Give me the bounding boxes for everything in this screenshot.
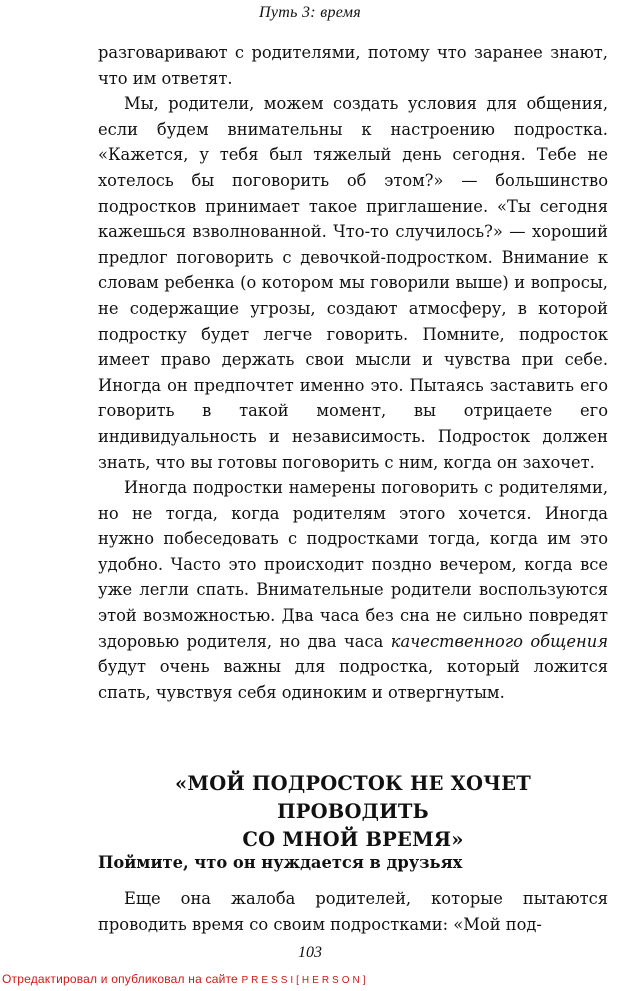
subheading: Поймите, что он нуждается в друзьях xyxy=(98,853,463,872)
main-text xyxy=(98,40,608,705)
paragraph xyxy=(98,475,608,705)
paragraph-text: Иногда подростки намерены поговорить с родителями, но не тогда, когда родителям этого хочется. Иногда нужно побеседовать с подростками тогда, когда им это удобно. Часто это происходит поздно вечером, когда все уже легли спать. Внимательные родители воспользуются этой возможностью. Два часа без сна не сильно повредят здоровью родителя, но два часа xyxy=(98,478,608,651)
credit-brand-link[interactable]: PRESSI[HERSON] xyxy=(241,975,369,986)
credit-line[interactable] xyxy=(2,972,369,986)
paragraph: Мы, родители, можем создать условия для общения, если будем внимательны к настроению подростка. «Кажется, у тебя был тяжелый день сегодня. Тебе не хотелось бы поговорить об этом?» — большинство подростков принимает такое приглашение. «Ты сегодня кажешься взволнованной. Что-то случилось?» — хороший предлог поговорить с девочкой-подростком. Внимание к словам ребенка (о котором мы говорили выше) и вопросы, не содержащие угрозы, создают атмосферу, в которой подростку будет легче говорить. Помните, подросток имеет право держать свои мысли и чувства при себе. Иногда он предпочтет именно это. Пытаясь заставить его говорить в такой момент, вы отрицаете его индивидуальность и независимость. Подросток должен знать, что вы готовы поговорить с ним, когда он захочет. xyxy=(98,94,608,472)
credit-text: Отредактировал и опубликовал на сайте xyxy=(2,972,238,986)
section-heading-line: «МОЙ ПОДРОСТОК НЕ ХОЧЕТ ПРОВОДИТЬ xyxy=(175,772,531,823)
running-head: Путь 3: время xyxy=(258,4,362,21)
section-heading-line: СО МНОЙ ВРЕМЯ» xyxy=(242,828,464,851)
tail-text xyxy=(98,886,608,937)
page-number: 103 xyxy=(298,944,322,961)
paragraph-continued: разговаривают с родителями, потому что заранее знают, что им ответят. xyxy=(98,43,608,88)
emphasis-text: качественного общения xyxy=(390,631,608,651)
paragraph: Еще она жалоба родителей, которые пытаются проводить время со своим подростками: «Мой под- xyxy=(98,889,608,934)
section-heading xyxy=(98,770,608,854)
paragraph-text: будут очень важны для подростка, который ложится спать, чувствуя себя одиноким и отвергнутым. xyxy=(98,657,608,702)
